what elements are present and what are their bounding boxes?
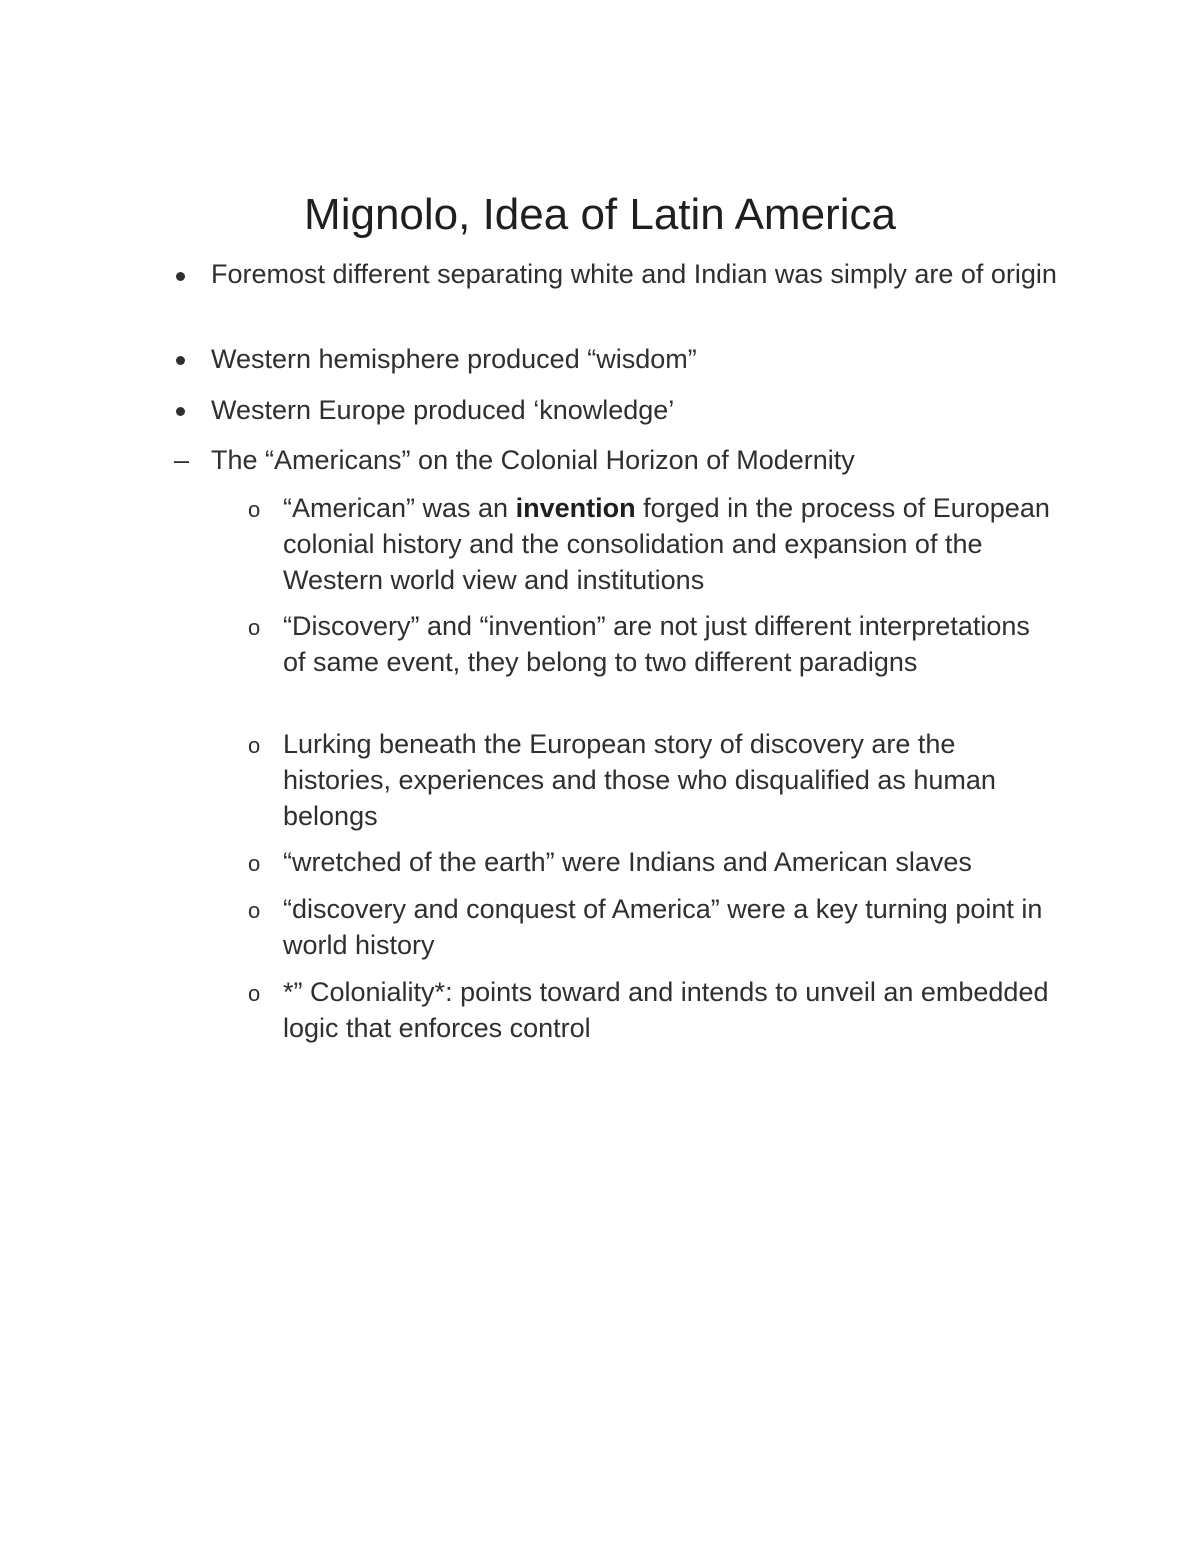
section-heading xyxy=(211,442,1071,478)
circle-bullet-icon: o xyxy=(248,851,261,876)
list-item-text: Foremost different separating white and Indian was simply are of origin xyxy=(211,259,1057,289)
list-item xyxy=(211,341,1071,377)
dash-marker-icon: – xyxy=(174,445,190,475)
bullet-dot-icon xyxy=(176,407,185,416)
sub-list-item xyxy=(283,490,1053,598)
circle-bullet-icon: o xyxy=(248,898,261,923)
sub-list-item-text: “wretched of the earth” were Indians and American slaves xyxy=(283,847,972,877)
list-item xyxy=(211,256,1071,292)
bold-term: invention xyxy=(515,493,636,523)
bullet-dot-icon xyxy=(176,272,185,281)
sub-list-item xyxy=(283,726,1053,834)
list-item-text: Western hemisphere produced “wisdom” xyxy=(211,344,697,374)
circle-bullet-icon: o xyxy=(248,733,261,758)
list-item xyxy=(211,392,1071,428)
sub-list-item-text: *” Coloniality*: points toward and intends to unveil an embedded logic that enforces control xyxy=(283,977,1049,1043)
sub-list-item xyxy=(283,608,1053,680)
sub-list-item-text: “discovery and conquest of America” were a key turning point in world history xyxy=(283,894,1043,960)
sub-list-item xyxy=(283,974,1053,1046)
sub-list-item xyxy=(283,844,1053,880)
sub-list-item-text: Lurking beneath the European story of discovery are the histories, experiences and those who disqualified as human belongs xyxy=(283,729,996,831)
circle-bullet-icon: o xyxy=(248,497,261,522)
section-heading-text: The “Americans” on the Colonial Horizon of Modernity xyxy=(211,445,855,475)
list-item-text: Western Europe produced ‘knowledge’ xyxy=(211,395,675,425)
circle-bullet-icon: o xyxy=(248,615,261,640)
bullet-dot-icon xyxy=(176,356,185,365)
sub-list-item xyxy=(283,891,1053,963)
page-title: Mignolo, Idea of Latin America xyxy=(304,190,896,239)
circle-bullet-icon: o xyxy=(248,981,261,1006)
sub-list-item-text: “Discovery” and “invention” are not just different interpretations of same event, they belong to two different paradigns xyxy=(283,611,1030,677)
sub-list-item-text: “American” was an invention forged in the process of European colonial history and the consolidation and expansion of the Western world view and institutions xyxy=(283,493,1050,595)
